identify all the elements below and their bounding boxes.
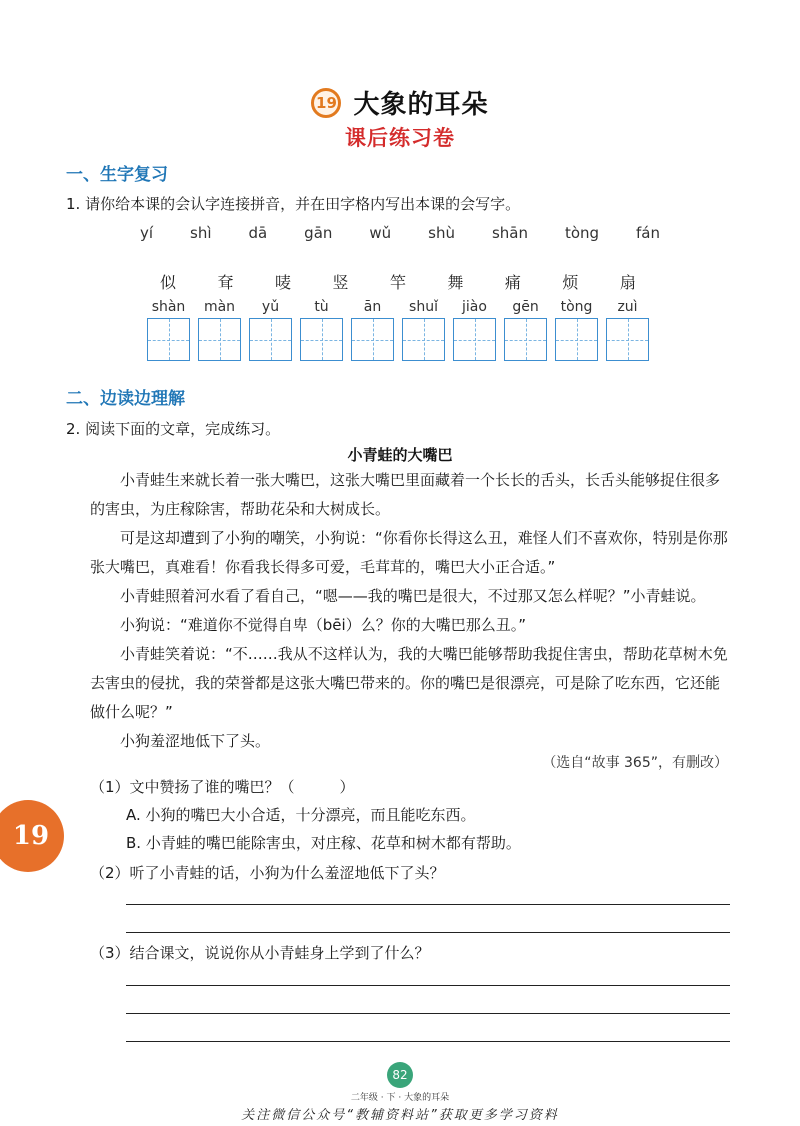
tianzige-box[interactable] [198, 318, 241, 361]
writing-cell-pinyin: gēn [512, 299, 539, 315]
pinyin-item: wǔ [369, 224, 392, 242]
sub-question-2: （2）听了小青蛙的话，小狗为什么羞涩地低下了头？ [90, 864, 445, 882]
answer-line[interactable] [126, 1013, 730, 1014]
story-paragraph: 小狗羞涩地低下了头。 [120, 732, 271, 750]
character-item: 竿 [389, 273, 406, 292]
pinyin-item: fán [636, 224, 660, 242]
writing-cell [502, 296, 549, 361]
character-item: 痛 [504, 273, 521, 292]
writing-cell [400, 296, 447, 361]
question-1: 1. 请你给本课的会认字连接拼音，并在田字格内写出本课的会写字。 [66, 195, 521, 213]
tianzige-box[interactable] [555, 318, 598, 361]
writing-cell [298, 296, 345, 361]
lesson-title-row [0, 84, 800, 121]
tianzige-box[interactable] [504, 318, 547, 361]
writing-cell [247, 296, 294, 361]
writing-cell [604, 296, 651, 361]
pinyin-item: gān [304, 224, 333, 242]
tianzige-box[interactable] [402, 318, 445, 361]
tianzige-box[interactable] [351, 318, 394, 361]
story-source: （选自“故事 365”，有删改） [542, 755, 728, 771]
section-heading-reading: 二、边读边理解 [66, 389, 185, 409]
tianzige-box[interactable] [606, 318, 649, 361]
answer-line[interactable] [126, 1041, 730, 1042]
option-b[interactable]: B. 小青蛙的嘴巴能除害虫，对庄稼、花草和树木都有帮助。 [126, 834, 521, 852]
writing-grid-row [145, 296, 651, 361]
writing-cell [145, 296, 192, 361]
story-paragraph: 小狗说：“难道你不觉得自卑（bēi）么？你的大嘴巴那么丑。” [120, 616, 526, 634]
section-heading-review: 一、生字复习 [66, 165, 168, 185]
footer-caption: 二年级 · 下 · 大象的耳朵 [350, 1093, 450, 1103]
writing-cell-pinyin: zuì [617, 299, 638, 315]
sub-question-1: （1）文中赞扬了谁的嘴巴？（ ） [90, 778, 355, 796]
lesson-number-badge: 19 [311, 88, 341, 118]
answer-line[interactable] [126, 904, 730, 905]
character-item: 烦 [562, 273, 579, 292]
pinyin-item: shù [428, 224, 455, 242]
story-body [90, 466, 730, 756]
pinyin-item: shì [190, 224, 212, 242]
answer-line[interactable] [126, 985, 730, 986]
writing-cell-pinyin: jiào [462, 299, 487, 315]
lesson-title: 大象的耳朵 [353, 90, 489, 120]
writing-cell-pinyin: ān [363, 299, 382, 315]
pinyin-item: yí [140, 224, 154, 242]
writing-cell [451, 296, 498, 361]
story-paragraph: 可是这却遭到了小狗的嘲笑，小狗说：“你看你长得这么丑，难怪人们不喜欢你，特别是你那张大嘴巴，真难看！你看我长得多可爱，毛茸茸的，嘴巴大小正合适。” [90, 529, 728, 576]
writing-cell-pinyin: tòng [560, 299, 593, 315]
story-paragraph: 小青蛙生来就长着一张大嘴巴，这张大嘴巴里面藏着一个长长的舌头，长舌头能够捉住很多的害虫，为庄稼除害，帮助花朵和大树成长。 [90, 471, 721, 518]
character-item: 扇 [619, 273, 636, 292]
tianzige-box[interactable] [300, 318, 343, 361]
character-item: 似 [160, 273, 177, 292]
story-paragraph: 小青蛙笑着说：“不……我从不这样认为，我的大嘴巴能够帮助我捉住害虫，帮助花草树木免去害虫的侵扰，我的荣誉都是这张大嘴巴带来的。你的嘴巴是很漂亮，可是除了吃东西，它还能做什么呢？” [90, 645, 728, 721]
page-number-badge: 82 [387, 1062, 413, 1088]
writing-cell [349, 296, 396, 361]
pinyin-item: dā [248, 224, 268, 242]
writing-cell-pinyin: shuǐ [409, 299, 438, 315]
writing-cell-pinyin: shàn [151, 299, 186, 315]
tianzige-box[interactable] [147, 318, 190, 361]
pinyin-item: shān [491, 224, 528, 242]
writing-cell [553, 296, 600, 361]
writing-cell-pinyin: yǔ [261, 299, 280, 315]
chapter-side-tab: 19 [0, 800, 64, 872]
option-a[interactable]: A. 小狗的嘴巴大小合适，十分漂亮，而且能吃东西。 [126, 806, 476, 824]
character-item: 耷 [217, 273, 234, 292]
character-item: 唛 [274, 273, 291, 292]
story-paragraph: 小青蛙照着河水看了看自己，“嗯——我的嘴巴是很大，不过那又怎么样呢？”小青蛙说。 [120, 587, 706, 605]
character-item: 竖 [332, 273, 349, 292]
question-2: 2. 阅读下面的文章，完成练习。 [66, 420, 281, 438]
answer-line[interactable] [126, 932, 730, 933]
character-item: 舞 [447, 273, 464, 292]
pinyin-item: tòng [564, 224, 600, 242]
tianzige-box[interactable] [249, 318, 292, 361]
pinyin-top-row [140, 224, 660, 242]
writing-cell-pinyin: màn [203, 299, 236, 315]
sub-question-3: （3）结合课文，说说你从小青蛙身上学到了什么？ [90, 944, 430, 962]
tianzige-box[interactable] [453, 318, 496, 361]
writing-cell [196, 296, 243, 361]
footer-note: 关注微信公众号“教辅资料站”获取更多学习资料 [241, 1108, 559, 1123]
story-title: 小青蛙的大嘴巴 [347, 446, 453, 464]
page-subtitle: 课后练习卷 [345, 126, 455, 150]
character-row [160, 270, 636, 293]
writing-cell-pinyin: tù [314, 299, 329, 315]
